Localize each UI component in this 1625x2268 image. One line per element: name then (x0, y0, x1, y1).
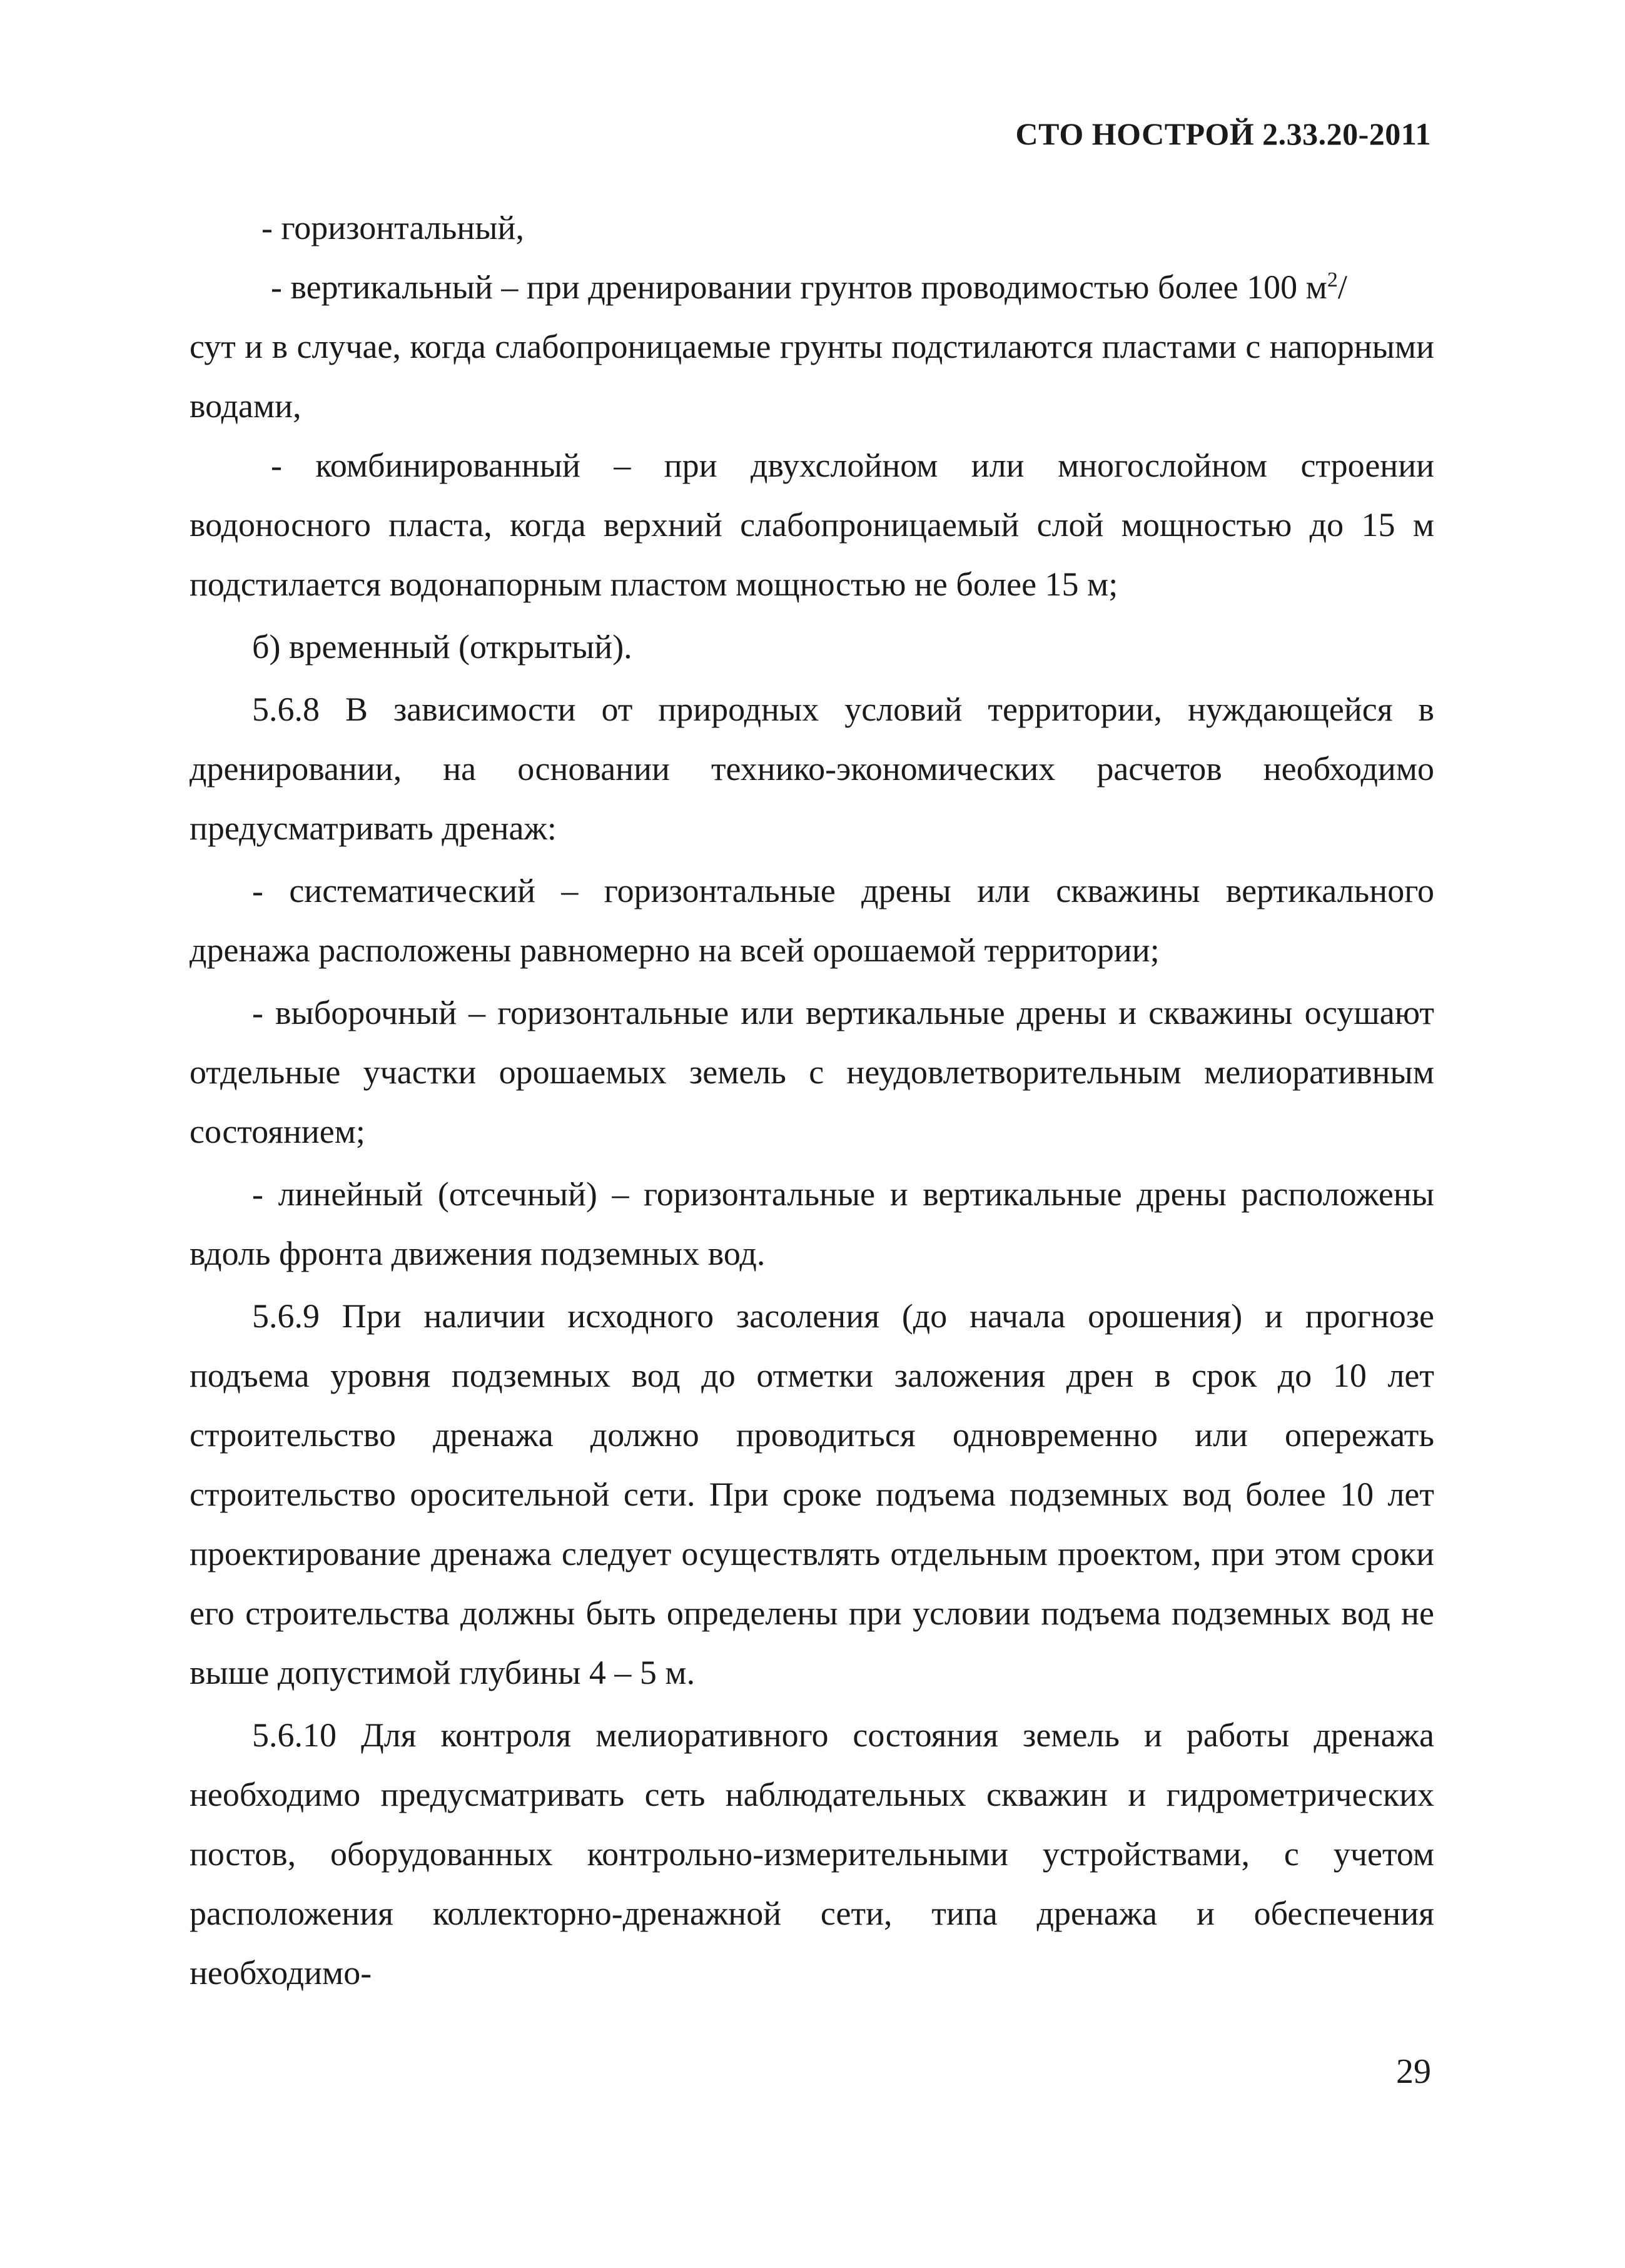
paragraph-combined: - комбинированный – при двухслойном или многослойном строении водоносного пласта, когда верхний слабопроницаемый слой мощностью до 15 м подстилается водонапорным пластом мощностью не более 15 м; (190, 447, 1434, 603)
paragraph-selective: - выборочный – горизонтальные или вертикальные дрены и скважины осушают отдельные участки орошаемых земель с неудовлетворительным мелиоративным состоянием; (190, 994, 1434, 1150)
paragraph-5-6-9: 5.6.9 При наличии исходного засоления (до начала орошения) и прогнозе подъема уровня подземных вод до отметки заложения дрен в срок до 10 лет строительство дренажа должно проводиться одновременно или опережать строительство оросительной сети. При сроке подъема подземных вод более 10 лет проектирование дренажа следует осуществлять отдельным проектом, при этом сроки его строительства должны быть определены при условии подъема подземных вод не выше допустимой глубины 4 – 5 м. (190, 1297, 1434, 1691)
paragraph-temporary: б) временный (открытый). (252, 628, 632, 666)
paragraph-systematic: - систематический – горизонтальные дрены или скважины вертикального дренажа расположены равномерно на всей орошаемой территории; (190, 872, 1434, 969)
slash: / (1337, 268, 1347, 306)
paragraph-vertical-continued: сут и в случае, когда слабопроницаемые грунты подстилаются пластами с напорными водами, (190, 328, 1434, 425)
paragraph-5-6-8: 5.6.8 В зависимости от природных условий территории, нуждающейся в дренировании, на основании технико-экономических расчетов необходимо предусматривать дренаж: (190, 691, 1434, 847)
body-text (190, 198, 1434, 2003)
paragraph-5-6-10: 5.6.10 Для контроля мелиоративного состояния земель и работы дренажа необходимо предусматривать сеть наблюдательных скважин и гидрометрических постов, оборудованных контрольно-измерительными устройствами, с учетом расположения коллекторно-дренажной сети, типа дренажа и обеспечения необходимо- (190, 1716, 1434, 1992)
paragraph-vertical (190, 258, 1434, 317)
paragraph-linear: - линейный (отсечный) – горизонтальные и вертикальные дрены расположены вдоль фронта движения подземных вод. (190, 1175, 1434, 1272)
document-code-header: СТО НОСТРОЙ 2.33.20-2011 (1015, 116, 1431, 151)
page-number: 29 (1396, 2052, 1431, 2091)
paragraph-vertical-text: - вертикальный – при дренировании грунтов проводимостью более 100 м (271, 268, 1327, 306)
superscript-two: 2 (1327, 268, 1338, 291)
paragraph-horizontal: - горизонтальный, (261, 209, 524, 246)
